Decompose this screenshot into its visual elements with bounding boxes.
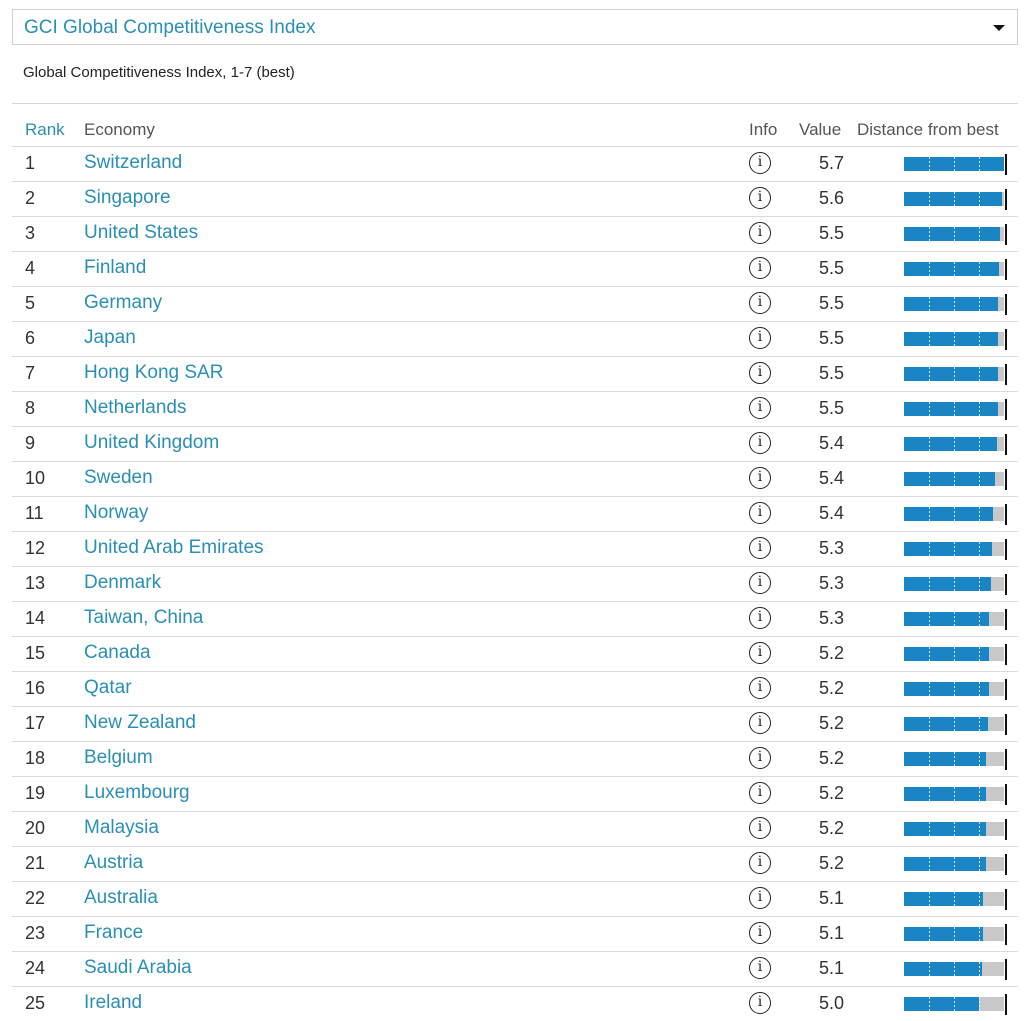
row-economy-link[interactable]: Hong Kong SAR — [84, 362, 224, 383]
info-icon[interactable]: i — [749, 922, 771, 944]
row-rank: 23 — [25, 923, 46, 943]
table-row — [12, 881, 1018, 916]
bar-gridline — [954, 962, 955, 976]
info-icon[interactable]: i — [749, 572, 771, 594]
distance-bar-fill — [904, 857, 986, 871]
best-marker — [1005, 819, 1007, 840]
bar-gridline — [929, 962, 930, 976]
row-economy-link[interactable]: Switzerland — [84, 152, 183, 173]
table-row — [12, 251, 1018, 286]
row-rank: 19 — [25, 783, 46, 803]
row-value: 5.1 — [818, 923, 844, 943]
info-icon[interactable]: i — [749, 257, 771, 279]
table-row — [12, 321, 1018, 356]
distance-bar-fill — [904, 192, 1002, 206]
row-economy-link[interactable]: Belgium — [84, 747, 153, 768]
bar-gridline — [954, 682, 955, 696]
best-marker — [1005, 189, 1007, 210]
best-marker — [1005, 154, 1007, 175]
bar-gridline — [929, 507, 930, 521]
bar-gridline — [929, 437, 930, 451]
bar-gridline — [929, 262, 930, 276]
row-economy-link[interactable]: France — [84, 922, 144, 943]
row-value: 5.5 — [818, 258, 844, 278]
table-header — [12, 110, 1018, 146]
row-economy-link[interactable]: Japan — [84, 327, 136, 348]
distance-bar-track — [904, 402, 1004, 416]
row-rank: 15 — [25, 643, 46, 663]
info-icon[interactable]: i — [749, 362, 771, 384]
row-value: 5.3 — [818, 573, 844, 593]
bar-gridline — [979, 997, 980, 1011]
row-value: 5.2 — [818, 853, 844, 873]
best-marker — [1005, 259, 1007, 280]
table-row — [12, 356, 1018, 391]
distance-bar-fill — [904, 332, 998, 346]
row-value: 5.0 — [818, 993, 844, 1013]
best-marker — [1005, 504, 1007, 525]
bar-gridline — [979, 787, 980, 801]
table-row — [12, 706, 1018, 741]
row-economy-link[interactable]: Singapore — [84, 187, 171, 208]
row-rank: 20 — [25, 818, 46, 838]
distance-bar-fill — [904, 787, 986, 801]
table-row — [12, 916, 1018, 951]
distance-bar-track — [904, 682, 1004, 696]
info-icon[interactable]: i — [749, 537, 771, 559]
header-distance-from-best: Distance from best — [857, 120, 999, 139]
bar-gridline — [979, 717, 980, 731]
row-value: 5.2 — [818, 783, 844, 803]
bar-gridline — [979, 682, 980, 696]
row-value: 5.6 — [818, 188, 844, 208]
bar-gridline — [954, 752, 955, 766]
row-rank: 18 — [25, 748, 46, 768]
bar-gridline — [979, 927, 980, 941]
row-rank: 24 — [25, 958, 46, 978]
bar-gridline — [954, 647, 955, 661]
dropdown-selected-label: GCI Global Competitiveness Index — [24, 17, 316, 38]
info-icon[interactable]: i — [749, 222, 771, 244]
row-economy-link[interactable]: New Zealand — [84, 712, 196, 733]
bar-gridline — [979, 227, 980, 241]
table-row — [12, 671, 1018, 706]
info-icon[interactable]: i — [749, 432, 771, 454]
bar-gridline — [979, 612, 980, 626]
distance-bar-track — [904, 262, 1004, 276]
row-economy-link[interactable]: Taiwan, China — [84, 607, 204, 628]
row-economy-link[interactable]: Norway — [84, 502, 149, 523]
bar-gridline — [979, 857, 980, 871]
bar-gridline — [954, 437, 955, 451]
row-rank: 7 — [25, 363, 36, 383]
bar-gridline — [929, 157, 930, 171]
table-row — [12, 776, 1018, 811]
distance-bar-track — [904, 507, 1004, 521]
bar-gridline — [979, 402, 980, 416]
best-marker — [1005, 924, 1007, 945]
row-rank: 5 — [25, 293, 36, 313]
bar-gridline — [929, 857, 930, 871]
row-value: 5.4 — [818, 468, 844, 488]
bar-gridline — [954, 927, 955, 941]
bar-gridline — [979, 542, 980, 556]
bar-gridline — [929, 297, 930, 311]
table-row — [12, 636, 1018, 671]
table-row — [12, 461, 1018, 496]
info-icon[interactable]: i — [749, 747, 771, 769]
distance-bar-track — [904, 717, 1004, 731]
row-economy-link[interactable]: Malaysia — [84, 817, 159, 838]
best-marker — [1005, 364, 1007, 385]
row-value: 5.5 — [818, 363, 844, 383]
distance-bar-fill — [904, 472, 995, 486]
distance-bar-fill — [904, 927, 983, 941]
bar-gridline — [929, 717, 930, 731]
info-icon[interactable]: i — [749, 187, 771, 209]
bar-gridline — [929, 927, 930, 941]
bar-gridline — [979, 367, 980, 381]
bar-gridline — [954, 717, 955, 731]
row-economy-link[interactable]: Australia — [84, 887, 158, 908]
row-economy-link[interactable]: Luxembourg — [84, 782, 190, 803]
ranking-table-body — [12, 146, 1018, 1021]
bar-gridline — [979, 822, 980, 836]
distance-bar-fill — [904, 577, 991, 591]
index-select-dropdown[interactable] — [12, 9, 1018, 45]
caret-down-icon[interactable] — [993, 25, 1005, 31]
table-row — [12, 286, 1018, 321]
bar-gridline — [929, 752, 930, 766]
row-value: 5.5 — [818, 293, 844, 313]
info-icon[interactable]: i — [749, 607, 771, 629]
table-row — [12, 496, 1018, 531]
distance-bar-fill — [904, 962, 982, 976]
distance-bar-fill — [904, 297, 998, 311]
row-rank: 16 — [25, 678, 46, 698]
info-icon[interactable]: i — [749, 397, 771, 419]
best-marker — [1005, 469, 1007, 490]
row-economy-link[interactable]: Saudi Arabia — [84, 957, 192, 978]
best-marker — [1005, 784, 1007, 805]
distance-bar-track — [904, 332, 1004, 346]
row-economy-link[interactable]: Sweden — [84, 467, 153, 488]
row-value: 5.3 — [818, 538, 844, 558]
row-rank: 1 — [25, 153, 36, 173]
best-marker — [1005, 679, 1007, 700]
row-rank: 17 — [25, 713, 46, 733]
bar-gridline — [979, 297, 980, 311]
row-value: 5.2 — [818, 678, 844, 698]
distance-bar-track — [904, 367, 1004, 381]
bar-gridline — [929, 787, 930, 801]
bar-gridline — [954, 822, 955, 836]
table-row — [12, 986, 1018, 1021]
distance-bar-fill — [904, 402, 998, 416]
distance-bar-track — [904, 822, 1004, 836]
row-value: 5.4 — [818, 433, 844, 453]
row-rank: 13 — [25, 573, 46, 593]
index-subtitle: Global Competitiveness Index, 1-7 (best) — [23, 64, 295, 81]
bar-gridline — [979, 437, 980, 451]
distance-bar-track — [904, 437, 1004, 451]
bar-gridline — [979, 262, 980, 276]
bar-gridline — [954, 612, 955, 626]
best-marker — [1005, 994, 1007, 1015]
info-icon[interactable]: i — [749, 152, 771, 174]
bar-gridline — [929, 612, 930, 626]
row-value: 5.1 — [818, 958, 844, 978]
best-marker — [1005, 434, 1007, 455]
distance-bar-fill — [904, 262, 999, 276]
best-marker — [1005, 329, 1007, 350]
distance-bar-fill — [904, 437, 997, 451]
distance-bar-track — [904, 787, 1004, 801]
row-value: 5.2 — [818, 643, 844, 663]
distance-bar-track — [904, 752, 1004, 766]
table-row — [12, 181, 1018, 216]
row-value: 5.5 — [818, 328, 844, 348]
row-rank: 10 — [25, 468, 46, 488]
row-value: 5.2 — [818, 748, 844, 768]
row-value: 5.2 — [818, 818, 844, 838]
table-row — [12, 531, 1018, 566]
bar-gridline — [929, 647, 930, 661]
distance-bar-fill — [904, 822, 986, 836]
row-economy-link[interactable]: United States — [84, 222, 199, 243]
best-marker — [1005, 224, 1007, 245]
distance-bar-track — [904, 192, 1004, 206]
best-marker — [1005, 399, 1007, 420]
info-icon[interactable]: i — [749, 852, 771, 874]
header-economy: Economy — [84, 120, 155, 139]
info-icon[interactable]: i — [749, 712, 771, 734]
bar-gridline — [929, 542, 930, 556]
header-info: Info — [749, 120, 778, 139]
header-value: Value — [799, 120, 842, 139]
bar-gridline — [979, 192, 980, 206]
distance-bar-track — [904, 297, 1004, 311]
row-economy-link[interactable]: United Kingdom — [84, 432, 220, 453]
row-value: 5.5 — [818, 223, 844, 243]
row-rank: 25 — [25, 993, 46, 1013]
distance-bar-track — [904, 647, 1004, 661]
info-icon[interactable]: i — [749, 642, 771, 664]
bar-gridline — [979, 332, 980, 346]
row-economy-link[interactable]: Germany — [84, 292, 163, 313]
bar-gridline — [954, 577, 955, 591]
info-icon[interactable]: i — [749, 467, 771, 489]
distance-bar-track — [904, 227, 1004, 241]
header-divider — [12, 103, 1018, 104]
distance-bar-track — [904, 997, 1004, 1011]
best-marker — [1005, 294, 1007, 315]
bar-gridline — [979, 507, 980, 521]
distance-bar-track — [904, 927, 1004, 941]
table-row — [12, 391, 1018, 426]
row-value: 5.7 — [818, 153, 844, 173]
bar-gridline — [954, 997, 955, 1011]
distance-bar-track — [904, 962, 1004, 976]
row-rank: 9 — [25, 433, 36, 453]
distance-bar-track — [904, 472, 1004, 486]
row-economy-link[interactable]: Canada — [84, 642, 151, 663]
bar-gridline — [979, 962, 980, 976]
info-icon[interactable]: i — [749, 887, 771, 909]
distance-bar-fill — [904, 647, 989, 661]
row-economy-link[interactable]: Netherlands — [84, 397, 187, 418]
bar-gridline — [929, 227, 930, 241]
row-rank: 14 — [25, 608, 46, 628]
distance-bar-fill — [904, 752, 986, 766]
table-row — [12, 846, 1018, 881]
bar-gridline — [954, 192, 955, 206]
header-rank[interactable]: Rank — [25, 120, 65, 139]
row-economy-link[interactable]: United Arab Emirates — [84, 537, 264, 558]
best-marker — [1005, 749, 1007, 770]
table-row — [12, 741, 1018, 776]
table-row — [12, 426, 1018, 461]
bar-gridline — [954, 507, 955, 521]
best-marker — [1005, 714, 1007, 735]
distance-bar-fill — [904, 612, 989, 626]
bar-gridline — [979, 752, 980, 766]
distance-bar-track — [904, 157, 1004, 171]
distance-bar-fill — [904, 227, 1000, 241]
row-rank: 8 — [25, 398, 36, 418]
row-value: 5.1 — [818, 888, 844, 908]
info-icon[interactable]: i — [749, 502, 771, 524]
info-icon[interactable]: i — [749, 957, 771, 979]
bar-gridline — [929, 192, 930, 206]
info-icon[interactable]: i — [749, 992, 771, 1014]
row-value: 5.4 — [818, 503, 844, 523]
row-economy-link[interactable]: Austria — [84, 852, 144, 873]
distance-bar-track — [904, 612, 1004, 626]
bar-gridline — [954, 157, 955, 171]
table-row — [12, 601, 1018, 636]
bar-gridline — [954, 857, 955, 871]
distance-bar-fill — [904, 367, 998, 381]
bar-gridline — [954, 227, 955, 241]
bar-gridline — [954, 892, 955, 906]
table-row — [12, 146, 1018, 181]
row-rank: 11 — [25, 503, 44, 523]
table-row — [12, 566, 1018, 601]
distance-bar-track — [904, 577, 1004, 591]
bar-gridline — [929, 577, 930, 591]
row-value: 5.3 — [818, 608, 844, 628]
info-icon[interactable]: i — [749, 817, 771, 839]
bar-gridline — [954, 472, 955, 486]
bar-gridline — [929, 682, 930, 696]
row-economy-link[interactable]: Qatar — [84, 677, 132, 698]
best-marker — [1005, 539, 1007, 560]
row-rank: 12 — [25, 538, 46, 558]
distance-bar-fill — [904, 997, 979, 1011]
distance-bar-track — [904, 892, 1004, 906]
bar-gridline — [929, 367, 930, 381]
bar-gridline — [979, 472, 980, 486]
distance-bar-track — [904, 542, 1004, 556]
best-marker — [1005, 644, 1007, 665]
row-value: 5.5 — [818, 398, 844, 418]
bar-gridline — [929, 332, 930, 346]
best-marker — [1005, 574, 1007, 595]
bar-gridline — [929, 892, 930, 906]
best-marker — [1005, 889, 1007, 910]
best-marker — [1005, 609, 1007, 630]
bar-gridline — [979, 577, 980, 591]
table-row — [12, 951, 1018, 986]
row-value: 5.2 — [818, 713, 844, 733]
distance-bar-fill — [904, 717, 988, 731]
row-economy-link[interactable]: Finland — [84, 257, 147, 278]
bar-gridline — [954, 367, 955, 381]
bar-gridline — [979, 647, 980, 661]
row-rank: 3 — [25, 223, 36, 243]
bar-gridline — [954, 787, 955, 801]
row-rank: 6 — [25, 328, 36, 348]
bar-gridline — [929, 997, 930, 1011]
row-rank: 22 — [25, 888, 46, 908]
bar-gridline — [929, 472, 930, 486]
row-rank: 2 — [25, 188, 36, 208]
row-rank: 21 — [25, 853, 46, 873]
bar-gridline — [929, 822, 930, 836]
bar-gridline — [979, 892, 980, 906]
bar-gridline — [954, 542, 955, 556]
bar-gridline — [954, 332, 955, 346]
row-economy-link[interactable]: Ireland — [84, 992, 143, 1013]
row-economy-link[interactable]: Denmark — [84, 572, 162, 593]
distance-bar-fill — [904, 892, 983, 906]
info-icon[interactable]: i — [749, 782, 771, 804]
best-marker — [1005, 854, 1007, 875]
best-marker — [1005, 959, 1007, 980]
table-row — [12, 811, 1018, 846]
distance-bar-track — [904, 857, 1004, 871]
bar-gridline — [954, 297, 955, 311]
info-icon[interactable]: i — [749, 327, 771, 349]
bar-gridline — [929, 402, 930, 416]
bar-gridline — [954, 262, 955, 276]
bar-gridline — [954, 402, 955, 416]
bar-gridline — [979, 157, 980, 171]
row-rank: 4 — [25, 258, 36, 278]
table-row — [12, 216, 1018, 251]
info-icon[interactable]: i — [749, 677, 771, 699]
distance-bar-fill — [904, 682, 989, 696]
info-icon[interactable]: i — [749, 292, 771, 314]
